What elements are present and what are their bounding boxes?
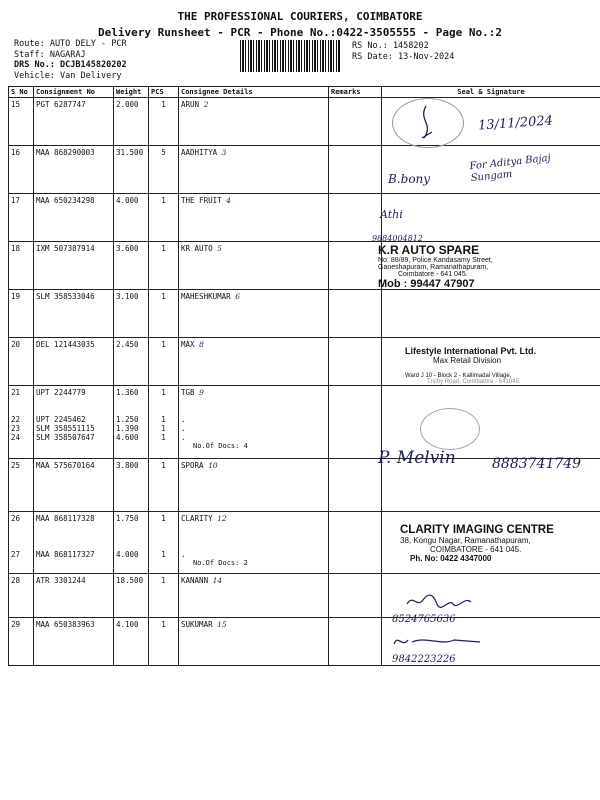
for-note: For Aditya Bajaj Sungam [469,152,552,185]
remarks [329,290,382,338]
col-signature: Seal & Signature [382,87,600,98]
remarks [329,338,382,386]
signature-scribble [412,102,442,144]
barcode [240,40,340,72]
col-consignment: Consignment No [34,87,114,98]
pcs: 1 [149,290,179,338]
sno: 26 [11,514,21,523]
sno: 22 [11,415,21,424]
remarks [329,574,382,618]
remarks [329,146,382,194]
company-title: THE PROFESSIONAL COURIERS, COIMBATORE [177,10,423,23]
consignment-no: MAA 868290003 [34,146,114,194]
weight: 3.100 [114,290,149,338]
clarity-phone: Ph. No: 0422 4347000 [410,554,492,563]
clarity-address-2: COIMBATORE - 641 045. [430,545,522,554]
phone-29a: 8524765636 [392,614,456,625]
consignee [179,98,329,146]
hand-number: 15 [217,620,227,629]
hand-number: 12 [217,514,227,523]
consignee-name: AADHITYA [181,148,218,157]
col-consignee: Consignee Details [179,87,329,98]
weight [114,386,149,459]
sno: 19 [9,290,34,338]
pcs: 1 [161,388,166,397]
sno: 24 [11,433,21,442]
docs-count: No.Of Docs: 4 [193,442,248,450]
consignee-name: . [181,424,186,433]
consignee [179,194,329,242]
weight [114,512,149,574]
remarks [329,618,382,666]
kr-address-3: Coimbatore - 641 045. [398,271,468,278]
col-remarks: Remarks [329,87,382,98]
table-row [9,194,600,242]
pcs: 1 [149,338,179,386]
consignment-no: MAA 868117328 [36,514,95,523]
weight: 4.600 [116,433,139,442]
weight: 4.000 [114,194,149,242]
weight: 1.750 [116,514,139,523]
pcs: 1 [149,574,179,618]
consignee [179,338,329,386]
weight: 18.500 [114,574,149,618]
consignee-name: MAHESHKUMAR [181,292,231,301]
remarks [329,459,382,512]
weight: 2.450 [114,338,149,386]
rs-number: RS No.: 1458202 [352,41,429,51]
pcs: 1 [161,433,166,442]
consignment-no: MAA 868117327 [36,550,95,559]
weight: 1.250 [116,415,139,424]
consignee [179,618,329,666]
consignment-no: MAA 650383963 [34,618,114,666]
weight: 3.800 [114,459,149,512]
table-header-row [9,87,600,98]
lifestyle-address-1: Ward J 10 - Block 2 - Kallimadai Village, [405,373,512,379]
consignee [179,146,329,194]
hand-number: 2 [203,100,209,109]
drs-label: DRS No.: DCJB145820202 [14,60,127,70]
consignee-name: . [181,550,186,559]
sno: 20 [9,338,34,386]
remarks [329,242,382,290]
sno [9,512,34,574]
consignment-no: SLM 358533046 [34,290,114,338]
clarity-title: CLARITY IMAGING CENTRE [400,524,554,536]
consignment-no: ATR 3301244 [34,574,114,618]
consignee [179,386,329,459]
consignee-name: . [181,415,186,424]
sno: 28 [9,574,34,618]
kr-address-1: No: 88/89, Police Kandasamy Street, [378,257,493,264]
pcs: 1 [149,98,179,146]
remarks [329,512,382,574]
sno: 29 [9,618,34,666]
table-row [9,574,600,618]
pcs: 1 [161,550,166,559]
kr-title: K.R AUTO SPARE [378,243,480,257]
lifestyle-sub: Max Retail Division [433,356,502,365]
consignment-no [34,386,114,459]
sno [9,386,34,459]
pcs: 5 [149,146,179,194]
hand-number: 5 [217,244,222,253]
sno: 15 [9,98,34,146]
consignment-no: MAA 650234298 [34,194,114,242]
col-weight: Weight [114,87,149,98]
weight: 2.000 [114,98,149,146]
docs-count: No.Of Docs: 2 [193,559,248,567]
consignment-no: DEL 121443035 [34,338,114,386]
pcs: 1 [149,194,179,242]
consignee-name: KR AUTO [181,244,213,253]
route-label: Route: AUTO DELY - PCR [14,39,127,49]
consignment-no: IXM 507387914 [34,242,114,290]
sno: 23 [11,424,21,433]
rs-info [352,41,454,62]
consignee-name: ARUN [181,100,200,109]
signature-24: P. Melvin [378,448,456,468]
pcs: 1 [161,424,166,433]
consignee [179,459,329,512]
consignment-no: SLM 358507647 [36,433,95,442]
consignment-no: UPT 2245462 [36,415,86,424]
signature-scribble [405,590,475,612]
pcs: 1 [149,618,179,666]
weight: 4.100 [114,618,149,666]
signature-16: B.bony [388,172,431,186]
remarks [329,98,382,146]
pcs: 1 [161,514,166,523]
consignment-no: UPT 2244779 [36,388,86,397]
vehicle-label: Vehicle: Van Delivery [14,70,122,81]
hand-number: 3 [221,148,227,157]
hand-number: 9 [199,388,204,397]
table-row-group [9,386,600,459]
pcs: 1 [161,415,166,424]
pcs [149,512,179,574]
consignee-name: CLARITY [181,514,213,523]
clarity-stamp [400,524,590,563]
phone-24: 8883741749 [492,456,582,472]
sno: 21 [11,388,21,397]
weight: 3.600 [114,242,149,290]
date-handwritten: 13/11/2024 [477,113,554,134]
weight: 1.390 [116,424,139,433]
consignee-name: SUKUMAR [181,620,213,629]
hand-number: 14 [212,576,223,585]
consignment-no: PGT 6287747 [34,98,114,146]
consignee-name: TGB [181,388,195,397]
sno: 18 [9,242,34,290]
signature-cell [382,290,600,338]
runsheet-subtitle: Delivery Runsheet - PCR - Phone No.:0422-3505555 - Page No.:2 [98,26,502,39]
weight: 31.500 [114,146,149,194]
weight: 4.000 [116,550,139,559]
circular-seal [420,408,480,450]
rs-date: RS Date: 13-Nov-2024 [352,51,455,62]
consignee [179,290,329,338]
consignee-name: KANANN [181,576,209,585]
sno: 17 [9,194,34,242]
kr-auto-stamp [378,243,593,290]
signature-scribble [392,632,482,652]
col-sno: S No [9,87,34,98]
weight: 1.360 [116,388,139,397]
route-info [14,39,127,81]
table-row [9,618,600,666]
table-row [9,290,600,338]
consignee-name: THE FRUIT [181,196,222,205]
lifestyle-address-2: Trichy Road, Coimbatore - 641045. [427,379,521,385]
col-pcs: PCS [149,87,179,98]
lifestyle-title: Lifestyle International Pvt. Ltd. [405,346,537,356]
phone-29b: 9842223226 [392,654,456,665]
kr-mobile: Mob : 99447 47907 [378,278,475,290]
consignment-no: SLM 358551115 [36,424,95,433]
consignee [179,242,329,290]
sno: 25 [9,459,34,512]
phone-18: 9884004812 [372,234,423,243]
consignee [179,574,329,618]
clarity-address-1: 38, Kongu Nagar, Ramanathapuram, [400,536,531,545]
signature-17: Athi [380,208,403,221]
hand-number: 4 [226,196,231,205]
pcs: 1 [149,459,179,512]
hand-number: 10 [208,461,218,470]
consignee [179,512,329,574]
sno: 27 [11,550,21,559]
consignee-name: SPORA [181,461,204,470]
pcs: 1 [149,242,179,290]
consignee-name: MAX [181,340,195,349]
hand-number: 6 [235,292,240,301]
sno: 16 [9,146,34,194]
lifestyle-stamp [405,346,595,385]
consignment-no: MAA 575670164 [34,459,114,512]
kr-address-2: Ganeshapuram, Ramanathapuram, [378,264,489,271]
consignee-name: . [181,433,186,442]
remarks [329,386,382,459]
consignment-no [34,512,114,574]
pcs [149,386,179,459]
hand-number: 8 [199,340,204,349]
staff-label: Staff: NAGARAJ [14,49,86,60]
